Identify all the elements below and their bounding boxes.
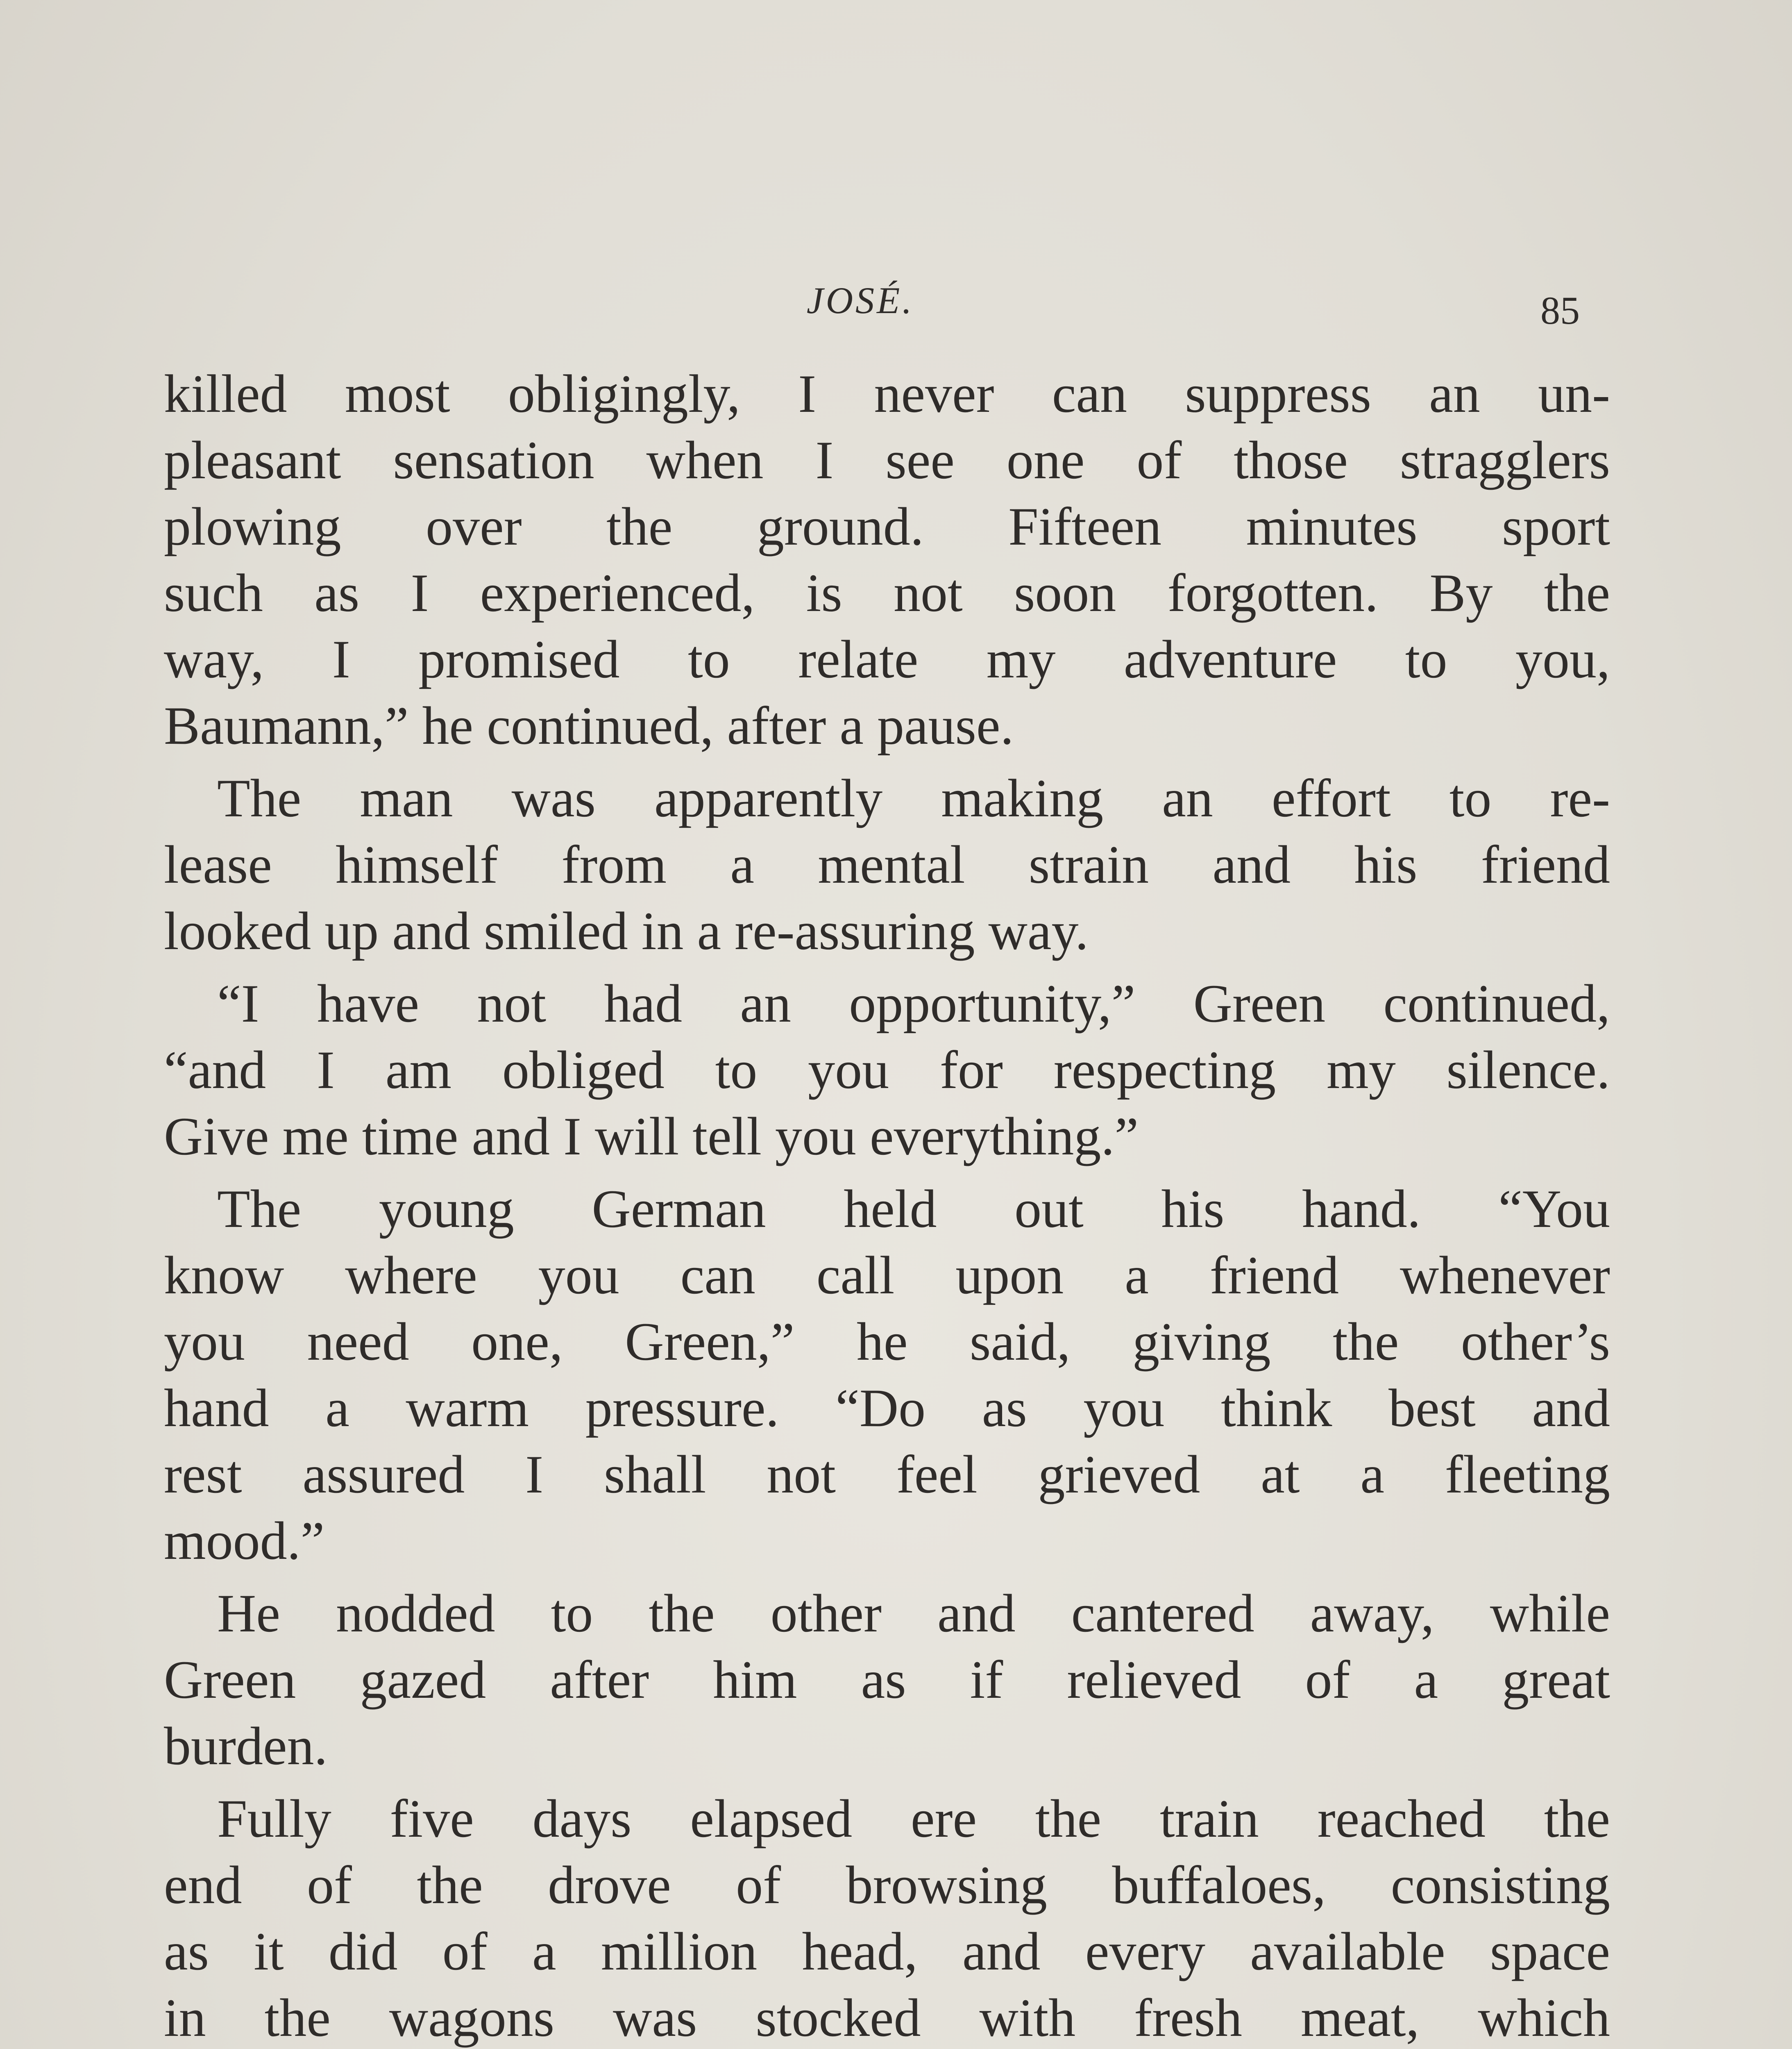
text-line: killed most obligingly, I never can suppress an un-	[164, 363, 1610, 424]
paragraph	[164, 1785, 1610, 2049]
text-line: The man was apparently making an effort to re-	[217, 768, 1610, 828]
text-line: He nodded to the other and cantered away, while	[217, 1583, 1610, 1643]
text-line: rest assured I shall not feel grieved at a fleeting	[164, 1444, 1610, 1504]
text-line: end of the drove of browsing buffaloes, consisting	[164, 1855, 1610, 1915]
page-number: 85	[1540, 288, 1580, 332]
text-line: know where you can call upon a friend whenever	[164, 1245, 1610, 1305]
text-line: Fully five days elapsed ere the train reached the	[217, 1788, 1610, 1849]
text-line: looked up and smiled in a re-assuring way.	[164, 901, 1089, 961]
running-header	[0, 270, 1792, 332]
text-line: pleasant sensation when I see one of those stragglers	[164, 430, 1610, 490]
paragraph	[164, 1580, 1610, 1779]
text-line: mood.”	[164, 1511, 325, 1571]
paragraph	[164, 970, 1610, 1170]
paragraph	[164, 765, 1610, 964]
text-line: in the wagons was stocked with fresh meat, which	[164, 1988, 1610, 2048]
text-line: you need one, Green,” he said, giving the other’s	[164, 1311, 1610, 1372]
text-line: “and I am obliged to you for respecting my silence.	[164, 1040, 1610, 1100]
paragraph	[164, 361, 1610, 759]
text-line: “I have not had an opportunity,” Green continued,	[217, 973, 1610, 1034]
text-line: Give me time and I will tell you everything.”	[164, 1106, 1139, 1166]
text-line: Baumann,” he continued, after a pause.	[164, 695, 1014, 756]
text-line: The young German held out his hand. “You	[217, 1179, 1610, 1239]
paragraph	[164, 1176, 1610, 1574]
text-line: way, I promised to relate my adventure to you,	[164, 629, 1610, 689]
text-line: burden.	[164, 1716, 328, 1776]
body-text	[164, 361, 1610, 2049]
running-title: JOSÉ.	[806, 279, 914, 321]
text-line: plowing over the ground. Fifteen minutes sport	[164, 496, 1610, 557]
text-line: such as I experienced, is not soon forgotten. By the	[164, 563, 1610, 623]
text-line: hand a warm pressure. “Do as you think best and	[164, 1378, 1610, 1438]
text-line: lease himself from a mental strain and his friend	[164, 834, 1610, 895]
text-line: as it did of a million head, and every available space	[164, 1921, 1610, 1981]
text-line: Green gazed after him as if relieved of a great	[164, 1649, 1610, 1710]
